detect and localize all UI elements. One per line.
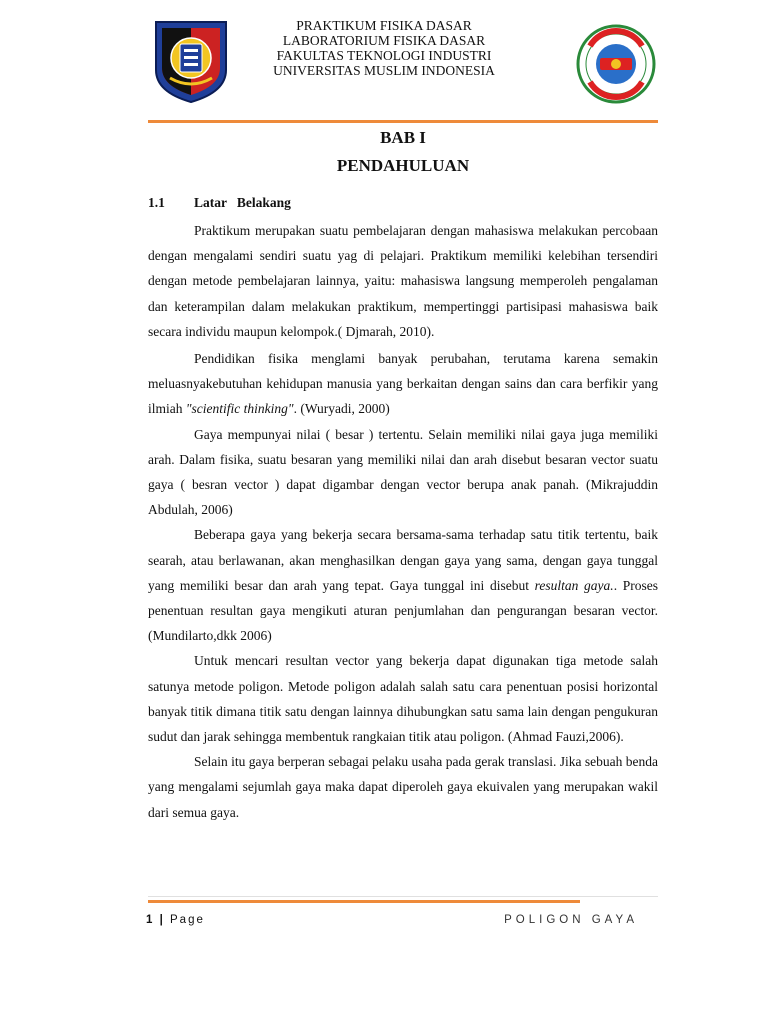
- university-seal-logo: [150, 18, 232, 104]
- page-number-value: 1 |: [146, 914, 165, 926]
- header-line-4: UNIVERSITAS MUSLIM INDONESIA: [273, 63, 495, 78]
- paragraph-2-emphasis: "scientific thinking": [185, 401, 294, 417]
- footer-divider-thin: [148, 896, 658, 897]
- section-number: 1.1: [148, 195, 165, 210]
- header-line-1: PRAKTIKUM FISIKA DASAR: [296, 18, 472, 33]
- page-number: [146, 914, 205, 926]
- paragraph-2-citation: . (Wuryadi, 2000): [293, 401, 390, 417]
- header-divider: [148, 120, 658, 123]
- chapter-title: PENDAHULUAN: [336, 156, 470, 175]
- paragraph-4-text: Beberapa gaya yang bekerja secara bersama-sama terhadap satu titik tertentu, baik searah, atau berlawanan, akan menghasilkan dengan gaya yang sama, dengan gaya tunggal yang memiliki besar dan arah yang tepat. Gaya tunggal ini disebut: [148, 527, 658, 593]
- header-line-2: LABORATORIUM FISIKA DASAR: [282, 33, 486, 48]
- paragraph-6: Selain itu gaya berperan sebagai pelaku usaha pada gerak translasi. Jika sebuah benda yang mengalami sejumlah gaya maka dapat diperoleh gaya ekuivalen yang merupakan wakil dari semua gaya.: [148, 754, 658, 820]
- paragraph-4-emphasis: resultan gaya.: [534, 577, 614, 593]
- footer-divider: [148, 900, 580, 903]
- paragraph-1: Praktikum merupakan suatu pembelajaran dengan mahasiswa melakukan percobaan dengan mengalami sendiri suatu yag di pelajari. Praktikum memiliki kelebihan tersendiri dengan metode pembelajaran lainnya, yaitu: mahasiswa langsung memperoleh pengalaman dan keterampilan dalam melakukan praktikum, mempertinggi partisipasi mahasiswa baik secara individu maupun kelompok.( Djmarah, 2010).: [148, 223, 658, 339]
- header-line-3: FAKULTAS TEKNOLOGI INDUSTRI: [276, 48, 492, 63]
- laboratory-seal-logo: [576, 24, 656, 104]
- section-title: Latar Belakang: [194, 195, 291, 210]
- paragraph-3: Gaya mempunyai nilai ( besar ) tertentu. Selain memiliki nilai gaya juga memiliki arah. Dalam fisika, suatu besaran yang memiliki nilai dan arah disebut besaran vector suatu gaya ( besran vector ) dapat digambar dengan vector berupa anak panah. (Mikrajuddin Abdulah, 2006): [148, 426, 658, 518]
- paragraph-4-rest: . Proses penentuan resultan gaya mengikuti aturan penjumlahan dan pengurangan besaran vector. (Mundilarto,dkk 2006): [148, 577, 658, 644]
- paragraph-2-text: Pendidikan fisika menglami banyak perubahan, terutama karena semakin meluasnyakebutuhan kehidupan manusia yang berkaitan dengan sains dan cara berfikir yang ilmiah: [148, 351, 658, 417]
- page-label: Page: [170, 914, 205, 926]
- chapter-number: BAB I: [380, 128, 426, 147]
- section-heading: [148, 195, 291, 211]
- body-text: [148, 218, 658, 825]
- paragraph-4: [148, 522, 658, 648]
- paragraph-5: Untuk mencari resultan vector yang bekerja dapat digunakan tiga metode salah satunya metode poligon. Metode poligon adalah salah satu cara penentuan posisi horizontal banyak titik dimana titik satu dengan lainnya dihubungkan satu sama lain dengan pengukuran sudut dan jarak sehingga membentuk rangkaian titik atau poligon. (Ahmad Fauzi,2006).: [148, 653, 658, 745]
- footer-title: POLIGON GAYA: [504, 914, 638, 926]
- paragraph-2: [148, 346, 658, 422]
